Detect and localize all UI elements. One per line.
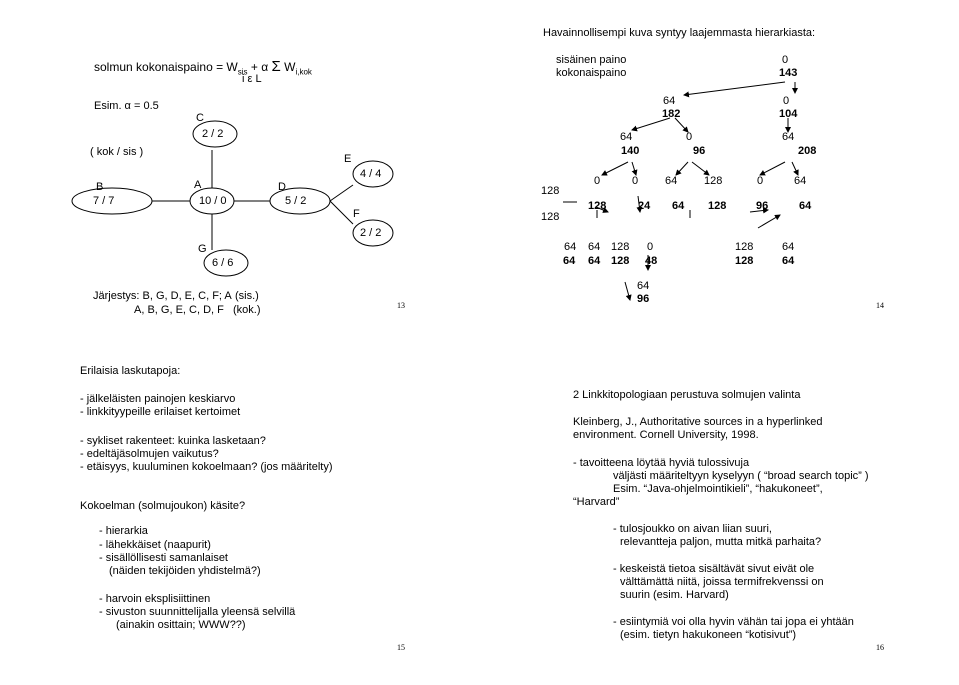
node-f-value: 2 / 2 bbox=[360, 227, 382, 239]
node-total: 128 bbox=[611, 255, 630, 267]
node-inner: 64 bbox=[794, 175, 807, 187]
node-c-value: 2 / 2 bbox=[202, 128, 224, 140]
node-total: 182 bbox=[662, 108, 681, 120]
heading: Erilaisia laskutapoja: bbox=[80, 365, 181, 377]
paragraph-line: relevantteja paljon, mutta mitkä parhaita? bbox=[620, 536, 822, 548]
paragraph-line: - keskeistä tietoa sisältävät sivut eivät ole bbox=[613, 563, 815, 575]
paragraph-line: suurin (esim. Harvard) bbox=[620, 589, 729, 601]
node-total: 140 bbox=[621, 145, 640, 157]
paragraph-line: Esim. “Java-ohjelmointikieli”, “hakukoneet”, bbox=[613, 483, 823, 495]
list-item: - etäisyys, kuuluminen kokoelmaan? (jos määritelty) bbox=[80, 461, 333, 473]
paragraph-line: - tulosjoukko on aivan liian suuri, bbox=[613, 523, 772, 535]
page-number-14: 14 bbox=[876, 301, 884, 310]
weight-tree bbox=[480, 0, 959, 342]
heading: 2 Linkkitopologiaan perustuva solmujen valinta bbox=[573, 389, 801, 401]
node-total: 24 bbox=[638, 200, 651, 212]
slide-14 bbox=[480, 0, 959, 342]
node-inner: 128 bbox=[704, 175, 723, 187]
formula-plus-alpha: + α bbox=[250, 60, 269, 74]
node-g-value: 6 / 6 bbox=[212, 257, 234, 269]
list-item: - sykliset rakenteet: kuinka lasketaan? bbox=[80, 435, 266, 447]
paragraph-line: (esim. tietyn hakukoneen “kotisivut”) bbox=[620, 629, 797, 641]
paragraph-line: - esiintymiä voi olla hyvin vähän tai jopa ei yhtään bbox=[613, 616, 854, 628]
node-total: 48 bbox=[645, 255, 658, 267]
reference: environment. Cornell University, 1998. bbox=[573, 429, 759, 441]
node-inner: 64 bbox=[663, 95, 676, 107]
slide-title: Havainnollisempi kuva syntyy laajemmasta hierarkiasta: bbox=[543, 27, 816, 39]
node-total: 128 bbox=[541, 211, 560, 223]
reference: Kleinberg, J., Authoritative sources in a hyperlinked bbox=[573, 416, 823, 428]
order-sis: (sis.) bbox=[235, 290, 259, 302]
node-total: 143 bbox=[779, 67, 798, 79]
node-inner: 0 bbox=[594, 175, 601, 187]
node-inner: 0 bbox=[647, 241, 654, 253]
paragraph-line: väljästi määriteltyyn kyselyyn ( “broad search topic” ) bbox=[613, 470, 869, 482]
node-e-name: E bbox=[344, 153, 352, 165]
node-total: 128 bbox=[588, 200, 607, 212]
order-line2: A, B, G, E, C, D, F bbox=[134, 304, 224, 316]
node-inner: 64 bbox=[782, 131, 795, 143]
example-alpha: Esim. α = 0.5 bbox=[94, 100, 159, 112]
node-total: 96 bbox=[637, 293, 650, 305]
node-d-value: 5 / 2 bbox=[285, 195, 307, 207]
arrow-c6 bbox=[625, 282, 630, 300]
node-e-value: 4 / 4 bbox=[360, 168, 382, 180]
node-total: 128 bbox=[708, 200, 727, 212]
node-inner: 0 bbox=[782, 54, 789, 66]
node-inner: 0 bbox=[632, 175, 639, 187]
paragraph-line: “Harvard” bbox=[573, 496, 620, 508]
node-inner: 64 bbox=[620, 131, 633, 143]
edge-d-f bbox=[330, 201, 353, 224]
list-item: - lähekkäiset (naapurit) bbox=[99, 539, 211, 551]
legend-inner-weight: sisäinen paino bbox=[556, 54, 627, 66]
paragraph-line: - tavoitteena löytää hyviä tulossivuja bbox=[573, 457, 750, 469]
node-d-name: D bbox=[278, 181, 286, 193]
list-item: - harvoin eksplisiittinen bbox=[99, 593, 211, 605]
page-number-16: 16 bbox=[876, 643, 884, 652]
legend-total-weight: kokonaispaino bbox=[556, 67, 627, 79]
edge-d-e bbox=[330, 185, 353, 201]
node-b-name: B bbox=[96, 181, 104, 193]
node-inner: 64 bbox=[782, 241, 795, 253]
node-inner: 128 bbox=[735, 241, 754, 253]
arrow-64-0d bbox=[760, 162, 785, 175]
slide-13 bbox=[0, 0, 480, 342]
list-item: - hierarkia bbox=[99, 525, 148, 537]
node-total: 64 bbox=[588, 255, 601, 267]
formula-sigma: Σ bbox=[271, 58, 281, 75]
node-a-name: A bbox=[194, 179, 202, 191]
list-item: (näiden tekijöiden yhdistelmä?) bbox=[109, 565, 261, 577]
question: Kokoelman (solmujoukon) käsite? bbox=[80, 500, 246, 512]
legend-kok-sis: ( kok / sis ) bbox=[90, 146, 144, 158]
formula-sub-ikok: i,kok bbox=[295, 67, 312, 77]
arrow-c4 bbox=[758, 215, 780, 228]
node-inner: 64 bbox=[637, 280, 650, 292]
node-f-name: F bbox=[353, 208, 360, 220]
slide-15 bbox=[0, 342, 480, 685]
arrow-64-0c bbox=[632, 162, 636, 175]
formula-lhs: solmun kokonaispaino = W bbox=[94, 60, 238, 74]
node-total: 96 bbox=[756, 200, 769, 212]
node-inner: 64 bbox=[564, 241, 577, 253]
arrow-0-128 bbox=[692, 162, 709, 175]
list-item: (ainakin osittain; WWW??) bbox=[116, 619, 246, 631]
node-total: 64 bbox=[799, 200, 812, 212]
arrow-64-0b bbox=[602, 162, 628, 175]
node-c-name: C bbox=[196, 112, 204, 124]
node-inner: 64 bbox=[588, 241, 601, 253]
node-total: 96 bbox=[693, 145, 706, 157]
node-total: 64 bbox=[782, 255, 795, 267]
node-inner: 0 bbox=[686, 131, 693, 143]
list-item: - jälkeläisten painojen keskiarvo bbox=[80, 393, 236, 405]
arrow-64-64 bbox=[792, 162, 798, 175]
page-number-13: 13 bbox=[397, 301, 405, 310]
node-inner: 128 bbox=[541, 185, 560, 197]
list-item: - linkkityypeille erilaiset kertoimet bbox=[80, 406, 241, 418]
formula-sub-sis: sis bbox=[237, 67, 248, 77]
node-inner: 128 bbox=[611, 241, 630, 253]
list-item: - sivuston suunnittelijalla yleensä selvillä bbox=[99, 606, 296, 618]
order-kok: (kok.) bbox=[233, 304, 261, 316]
order-label: Järjestys: B, G, D, E, C, F; A bbox=[93, 290, 232, 302]
arrow-0-64 bbox=[684, 82, 785, 95]
node-inner: 0 bbox=[757, 175, 764, 187]
node-inner: 0 bbox=[783, 95, 790, 107]
list-item: - edeltäjäsolmujen vaikutus? bbox=[80, 448, 219, 460]
node-a-value: 10 / 0 bbox=[199, 195, 227, 207]
node-inner: 64 bbox=[665, 175, 678, 187]
formula-under-sum: i ε L bbox=[242, 73, 262, 85]
arrow-0-64c bbox=[676, 162, 688, 175]
formula-w: W bbox=[284, 60, 296, 74]
node-b-value: 7 / 7 bbox=[93, 195, 115, 207]
node-total: 64 bbox=[672, 200, 685, 212]
node-total: 208 bbox=[798, 145, 817, 157]
node-total: 128 bbox=[735, 255, 754, 267]
node-total: 104 bbox=[779, 108, 798, 120]
page-number-15: 15 bbox=[397, 643, 405, 652]
node-g-name: G bbox=[198, 243, 207, 255]
list-item: - sisällöllisesti samanlaiset bbox=[99, 552, 228, 564]
paragraph-line: välttämättä niitä, joissa termifrekvenssi on bbox=[620, 576, 824, 588]
node-total: 64 bbox=[563, 255, 576, 267]
slide-16 bbox=[480, 342, 959, 685]
